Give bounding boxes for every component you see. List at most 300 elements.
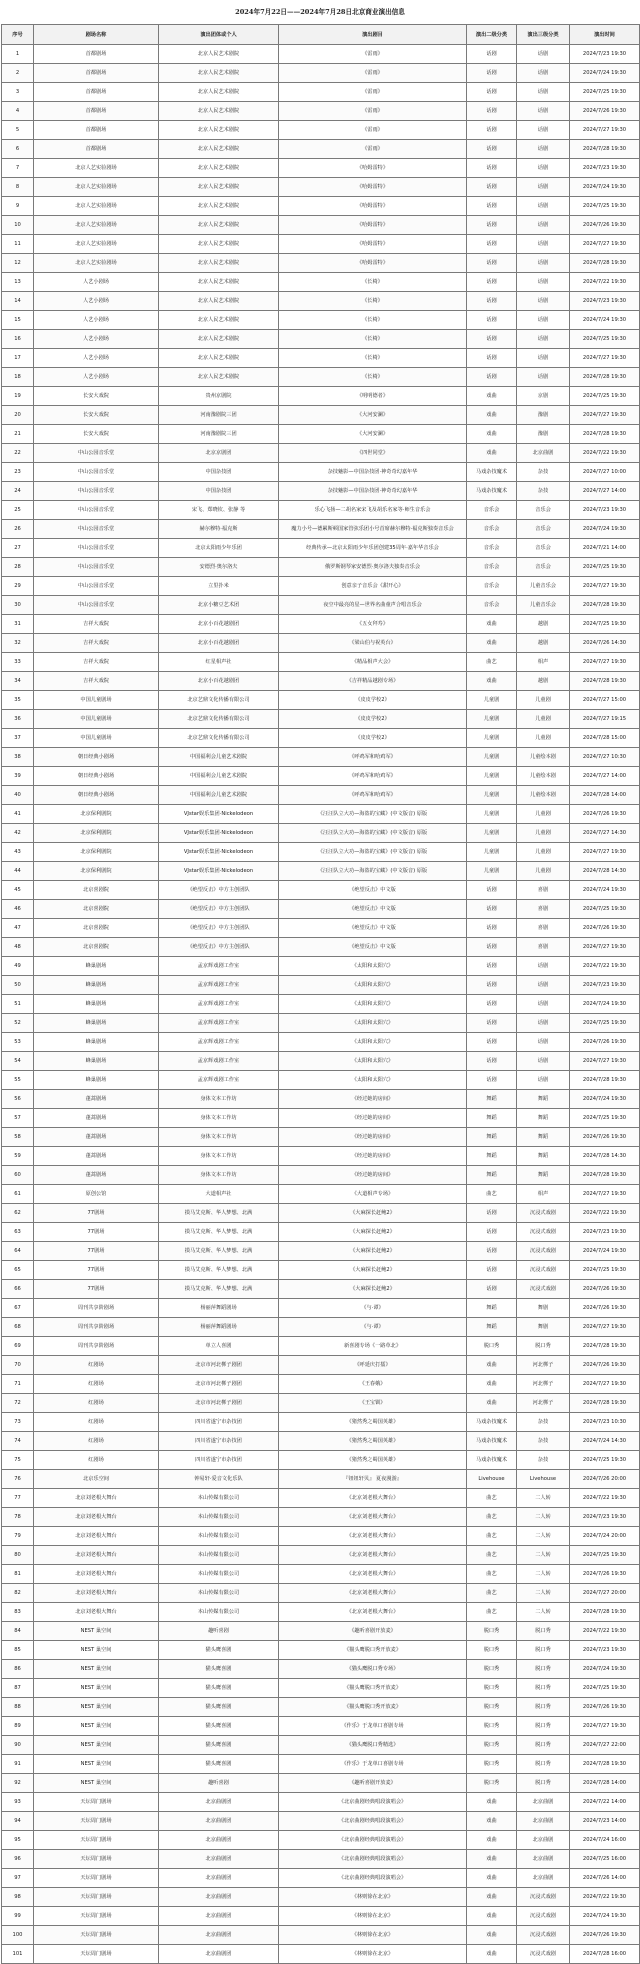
cell-category-2: 话剧 (467, 121, 517, 140)
table-row (2, 501, 640, 520)
cell-category-3: 脱口秀 (517, 1660, 570, 1679)
cell-index: 101 (2, 1945, 34, 1964)
cell-category-2: 戏曲 (467, 1356, 517, 1375)
cell-category-3: 脱口秀 (517, 1679, 570, 1698)
cell-time: 2024/7/25 19:30 (570, 387, 640, 406)
cell-category-2: 戏曲 (467, 444, 517, 463)
cell-category-2: 马戏杂技魔术 (467, 482, 517, 501)
table-row (2, 444, 640, 463)
cell-venue: 中国儿童剧场 (34, 729, 159, 748)
cell-index: 23 (2, 463, 34, 482)
cell-category-2: 话剧 (467, 1033, 517, 1052)
cell-index: 73 (2, 1413, 34, 1432)
cell-time: 2024/7/25 19:30 (570, 197, 640, 216)
cell-index: 77 (2, 1489, 34, 1508)
cell-index: 99 (2, 1907, 34, 1926)
cell-category-2: 儿童剧 (467, 862, 517, 881)
cell-time: 2024/7/27 19:30 (570, 1717, 640, 1736)
cell-time: 2024/7/27 14:30 (570, 824, 640, 843)
cell-troupe: 北京人民艺术剧院 (159, 197, 279, 216)
cell-venue: 北京喜剧院 (34, 881, 159, 900)
cell-venue: 中山公园音乐堂 (34, 482, 159, 501)
cell-category-3: 话剧 (517, 1014, 570, 1033)
cell-time: 2024/7/24 16:00 (570, 1831, 640, 1850)
cell-category-2: 曲艺 (467, 1565, 517, 1584)
cell-time: 2024/7/26 19:30 (570, 1926, 640, 1945)
cell-venue: 蜂巢剧场 (34, 957, 159, 976)
cell-program: 《哈姆雷特》 (279, 235, 467, 254)
cell-troupe: 北京人民艺术剧院 (159, 216, 279, 235)
cell-index: 15 (2, 311, 34, 330)
cell-index: 59 (2, 1147, 34, 1166)
cell-troupe: 北京艺鼎文化传播有限公司 (159, 691, 279, 710)
cell-index: 29 (2, 577, 34, 596)
cell-troupe: 猫头鹰喜剧 (159, 1717, 279, 1736)
cell-program: 《太阳和太阳穴》 (279, 995, 467, 1014)
cell-venue: 红剧场 (34, 1356, 159, 1375)
cell-index: 16 (2, 330, 34, 349)
cell-troupe: 宋飞、郑晓钦、张静 等 (159, 501, 279, 520)
cell-troupe: 孟京辉戏剧工作室 (159, 1052, 279, 1071)
cell-venue: 北京保利剧院 (34, 805, 159, 824)
cell-troupe: 北京人民艺术剧院 (159, 349, 279, 368)
table-row (2, 1679, 640, 1698)
cell-category-2: 马戏杂技魔术 (467, 1451, 517, 1470)
cell-program: 《大麻探长赶鲍2》 (279, 1223, 467, 1242)
table-row (2, 805, 640, 824)
cell-venue: 北京人艺实验剧场 (34, 197, 159, 216)
cell-time: 2024/7/27 19:30 (570, 406, 640, 425)
table-row (2, 1527, 640, 1546)
table-row (2, 102, 640, 121)
cell-category-3: 北京曲剧 (517, 1869, 570, 1888)
table-row (2, 1907, 640, 1926)
table-row (2, 1565, 640, 1584)
table-row (2, 1850, 640, 1869)
cell-program: 杂技魅影—中国杂技团·神奇奇幻嘉年华 (279, 482, 467, 501)
table-row (2, 1185, 640, 1204)
table-row (2, 1337, 640, 1356)
cell-time: 2024/7/28 14:30 (570, 862, 640, 881)
cell-time: 2024/7/28 19:30 (570, 1071, 640, 1090)
cell-program: 《北京刘老根大舞台》 (279, 1603, 467, 1622)
table-row (2, 1812, 640, 1831)
cell-category-2: 舞蹈 (467, 1090, 517, 1109)
cell-venue: 人艺小剧场 (34, 368, 159, 387)
cell-venue: 朝日经典小剧场 (34, 786, 159, 805)
table-row (2, 1033, 640, 1052)
cell-time: 2024/7/23 19:30 (570, 45, 640, 64)
cell-troupe: 四川省遂宁市杂技团 (159, 1451, 279, 1470)
cell-venue: 首都剧场 (34, 140, 159, 159)
cell-troupe: 北京人民艺术剧院 (159, 159, 279, 178)
cell-program: 《北京曲剧经典唱段演唱会》 (279, 1850, 467, 1869)
cell-time: 2024/7/23 19:30 (570, 501, 640, 520)
cell-time: 2024/7/26 19:30 (570, 1565, 640, 1584)
cell-troupe: 北京市河北梆子剧团 (159, 1394, 279, 1413)
cell-program: 《长椅》 (279, 273, 467, 292)
cell-time: 2024/7/27 19:30 (570, 1052, 640, 1071)
cell-troupe: 北京小百花越剧团 (159, 634, 279, 653)
cell-program: 《经过她的房间》 (279, 1128, 467, 1147)
cell-program: 《与·谭》 (279, 1318, 467, 1337)
cell-program: 《绝望反击》中文版 (279, 881, 467, 900)
cell-venue: 77剧场 (34, 1261, 159, 1280)
cell-category-2: 话剧 (467, 1071, 517, 1090)
cell-index: 48 (2, 938, 34, 957)
cell-time: 2024/7/21 14:00 (570, 539, 640, 558)
table-row (2, 1166, 640, 1185)
cell-category-2: 话剧 (467, 45, 517, 64)
cell-index: 96 (2, 1850, 34, 1869)
cell-category-3: 沉浸式戏剧 (517, 1945, 570, 1964)
cell-index: 27 (2, 539, 34, 558)
cell-time: 2024/7/22 19:30 (570, 957, 640, 976)
cell-category-3: 杂技 (517, 463, 570, 482)
cell-index: 82 (2, 1584, 34, 1603)
cell-index: 57 (2, 1109, 34, 1128)
cell-category-3: 脱口秀 (517, 1774, 570, 1793)
cell-venue: 首都剧场 (34, 121, 159, 140)
cell-index: 28 (2, 558, 34, 577)
cell-time: 2024/7/27 19:30 (570, 843, 640, 862)
cell-troupe: 孟京辉戏剧工作室 (159, 976, 279, 995)
cell-category-3: 杂技 (517, 482, 570, 501)
cell-venue: 朝日经典小剧场 (34, 767, 159, 786)
table-row (2, 976, 640, 995)
cell-program: 《北京曲剧经典唱段演唱会》 (279, 1793, 467, 1812)
cell-program: 《大麻探长赶鲍2》 (279, 1204, 467, 1223)
table-row (2, 1394, 640, 1413)
cell-troupe: 北京艺鼎文化传播有限公司 (159, 729, 279, 748)
cell-program: 《王宝钏》 (279, 1394, 467, 1413)
cell-venue: 北京人艺实验剧场 (34, 235, 159, 254)
cell-category-3: Livehouse (517, 1470, 570, 1489)
cell-index: 60 (2, 1166, 34, 1185)
cell-category-3: 舞蹈 (517, 1166, 570, 1185)
cell-time: 2024/7/28 16:00 (570, 1945, 640, 1964)
cell-category-3: 话剧 (517, 957, 570, 976)
table-row (2, 1204, 640, 1223)
cell-time: 2024/7/24 19:30 (570, 64, 640, 83)
cell-program: 《雷雨》 (279, 45, 467, 64)
cell-time: 2024/7/22 19:30 (570, 1489, 640, 1508)
cell-time: 2024/7/27 10:00 (570, 463, 640, 482)
cell-category-2: 曲艺 (467, 653, 517, 672)
cell-troupe: 猫头鹰喜剧 (159, 1660, 279, 1679)
cell-index: 87 (2, 1679, 34, 1698)
cell-venue: 天坛周门剧场 (34, 1850, 159, 1869)
cell-venue: 红剧场 (34, 1432, 159, 1451)
cell-program: 《猪然秀之蜀国英雄》 (279, 1432, 467, 1451)
cell-troupe: 孟京辉戏剧工作室 (159, 1014, 279, 1033)
cell-program: 《太阳和太阳穴》 (279, 1071, 467, 1090)
cell-troupe: 趣听喜剧 (159, 1622, 279, 1641)
cell-index: 61 (2, 1185, 34, 1204)
cell-category-3: 儿童剧 (517, 862, 570, 881)
cell-troupe: 猫头鹰喜剧 (159, 1755, 279, 1774)
cell-index: 18 (2, 368, 34, 387)
cell-time: 2024/7/28 19:30 (570, 140, 640, 159)
cell-category-2: 音乐会 (467, 520, 517, 539)
cell-troupe: 身体文本工作坊 (159, 1166, 279, 1185)
cell-index: 45 (2, 881, 34, 900)
cell-program: 《哈姆雷特》 (279, 254, 467, 273)
table-row (2, 1318, 640, 1337)
cell-troupe: 北京曲剧团 (159, 1907, 279, 1926)
cell-category-3: 沉浸式戏剧 (517, 1888, 570, 1907)
cell-category-2: 戏曲 (467, 406, 517, 425)
cell-category-3: 话剧 (517, 330, 570, 349)
cell-category-3: 越剧 (517, 615, 570, 634)
cell-category-2: 儿童剧 (467, 729, 517, 748)
cell-troupe: 本山传媒有限公司 (159, 1527, 279, 1546)
cell-troupe: 猫头鹰喜剧 (159, 1641, 279, 1660)
table-row (2, 710, 640, 729)
table-row (2, 1774, 640, 1793)
cell-troupe: 身体文本工作坊 (159, 1109, 279, 1128)
cell-troupe: 北京曲剧团 (159, 1850, 279, 1869)
cell-index: 84 (2, 1622, 34, 1641)
table-row (2, 862, 640, 881)
cell-index: 31 (2, 615, 34, 634)
cell-venue: 首都剧场 (34, 102, 159, 121)
header-time: 演出时间 (570, 25, 640, 45)
table-row (2, 520, 640, 539)
cell-program: 《四世同堂》 (279, 444, 467, 463)
cell-index: 47 (2, 919, 34, 938)
table-row (2, 767, 640, 786)
cell-troupe: 四川省遂宁市杂技团 (159, 1432, 279, 1451)
table-row (2, 368, 640, 387)
cell-category-2: Livehouse (467, 1470, 517, 1489)
cell-program: 《北京刘老根大舞台》 (279, 1508, 467, 1527)
cell-time: 2024/7/28 15:00 (570, 729, 640, 748)
cell-category-3: 沉浸式戏剧 (517, 1242, 570, 1261)
cell-category-3: 沉浸式戏剧 (517, 1926, 570, 1945)
cell-category-3: 京剧 (517, 387, 570, 406)
cell-category-3: 脱口秀 (517, 1337, 570, 1356)
cell-index: 36 (2, 710, 34, 729)
cell-venue: 北京人艺实验剧场 (34, 216, 159, 235)
cell-venue: NEST 巢空间 (34, 1641, 159, 1660)
cell-category-2: 脱口秀 (467, 1698, 517, 1717)
cell-index: 51 (2, 995, 34, 1014)
cell-troupe: 杨丽萍舞蹈剧场 (159, 1299, 279, 1318)
cell-category-3: 话剧 (517, 45, 570, 64)
cell-troupe: 中国杂技团 (159, 463, 279, 482)
cell-venue: 长安大戏院 (34, 406, 159, 425)
cell-category-2: 儿童剧 (467, 767, 517, 786)
table-row (2, 1717, 640, 1736)
cell-program: 《林则徐在北京》 (279, 1926, 467, 1945)
cell-troupe: VJstar娱乐集团·Nickelodeon (159, 805, 279, 824)
cell-program: 《雷雨》 (279, 83, 467, 102)
cell-index: 39 (2, 767, 34, 786)
cell-time: 2024/7/28 19:30 (570, 1603, 640, 1622)
cell-index: 91 (2, 1755, 34, 1774)
cell-index: 88 (2, 1698, 34, 1717)
cell-troupe: 单立人喜剧 (159, 1337, 279, 1356)
cell-program: 《经过她的房间》 (279, 1109, 467, 1128)
table-row (2, 1831, 640, 1850)
cell-index: 64 (2, 1242, 34, 1261)
cell-category-2: 话剧 (467, 1261, 517, 1280)
cell-program: 乐心飞扬—二胡名家宋飞及胡乐名家等·师生音乐会 (279, 501, 467, 520)
cell-category-3: 杂技 (517, 1432, 570, 1451)
cell-category-3: 脱口秀 (517, 1622, 570, 1641)
cell-category-2: 戏曲 (467, 1394, 517, 1413)
cell-category-3: 喜剧 (517, 938, 570, 957)
cell-troupe: 《绝望反击》中方主创团队 (159, 919, 279, 938)
table-row (2, 1090, 640, 1109)
cell-index: 70 (2, 1356, 34, 1375)
cell-category-2: 话剧 (467, 197, 517, 216)
cell-category-3: 音乐会 (517, 501, 570, 520)
table-row (2, 1945, 640, 1964)
cell-troupe: 北京人民艺术剧院 (159, 178, 279, 197)
table-row (2, 349, 640, 368)
cell-program: 『钮钮轩贝』 夏夜漫游』 (279, 1470, 467, 1489)
cell-category-2: 戏曲 (467, 634, 517, 653)
cell-program: 《北京刘老根大舞台》 (279, 1584, 467, 1603)
cell-time: 2024/7/26 14:00 (570, 1869, 640, 1888)
cell-program: 《皮皮学校2》 (279, 729, 467, 748)
cell-venue: 蓬蒿剧场 (34, 1147, 159, 1166)
cell-index: 100 (2, 1926, 34, 1945)
cell-venue: NEST 巢空间 (34, 1679, 159, 1698)
cell-program: 《大河安澜》 (279, 425, 467, 444)
cell-category-3: 脱口秀 (517, 1641, 570, 1660)
cell-category-2: 戏曲 (467, 1888, 517, 1907)
performance-table (1, 24, 640, 1964)
cell-category-3: 杂技 (517, 1451, 570, 1470)
cell-index: 3 (2, 83, 34, 102)
cell-category-2: 话剧 (467, 1052, 517, 1071)
cell-category-2: 儿童剧 (467, 786, 517, 805)
cell-category-2: 脱口秀 (467, 1660, 517, 1679)
cell-troupe: 北京人民艺术剧院 (159, 292, 279, 311)
cell-category-2: 话剧 (467, 995, 517, 1014)
cell-program: 《吉祥精品越剧专场》 (279, 672, 467, 691)
cell-time: 2024/7/25 19:30 (570, 558, 640, 577)
cell-category-2: 戏曲 (467, 387, 517, 406)
cell-time: 2024/7/24 19:30 (570, 178, 640, 197)
cell-time: 2024/7/27 20:00 (570, 1584, 640, 1603)
cell-venue: 北京刘老根大舞台 (34, 1527, 159, 1546)
cell-time: 2024/7/24 19:30 (570, 311, 640, 330)
cell-troupe: 杨丽萍舞蹈剧场 (159, 1318, 279, 1337)
cell-index: 66 (2, 1280, 34, 1299)
cell-category-2: 话剧 (467, 330, 517, 349)
cell-category-3: 儿童绘本剧 (517, 786, 570, 805)
cell-time: 2024/7/28 19:30 (570, 1337, 640, 1356)
cell-category-3: 脱口秀 (517, 1717, 570, 1736)
cell-venue: 中山公园音乐堂 (34, 577, 159, 596)
cell-index: 44 (2, 862, 34, 881)
cell-program: 《哈姆雷特》 (279, 159, 467, 178)
cell-venue: 蜂巢剧场 (34, 1071, 159, 1090)
cell-category-2: 戏曲 (467, 1793, 517, 1812)
table-row (2, 1622, 640, 1641)
cell-program: 《五女拜寿》 (279, 615, 467, 634)
cell-venue: 天坛周门剧场 (34, 1945, 159, 1964)
cell-program: 夜空中最亮的星—世界名曲童声合唱音乐会 (279, 596, 467, 615)
cell-index: 46 (2, 900, 34, 919)
cell-troupe: 立里扑米 (159, 577, 279, 596)
cell-category-3: 话剧 (517, 976, 570, 995)
cell-venue: 吉祥大戏院 (34, 615, 159, 634)
table-row (2, 178, 640, 197)
cell-category-2: 戏曲 (467, 1850, 517, 1869)
table-row (2, 1546, 640, 1565)
cell-program: 《作乐》于龙单口喜剧专场 (279, 1717, 467, 1736)
cell-troupe: 四川省遂宁市杂技团 (159, 1413, 279, 1432)
cell-troupe: 孟京辉戏剧工作室 (159, 1071, 279, 1090)
cell-category-3: 儿童音乐会 (517, 577, 570, 596)
cell-venue: NEST 巢空间 (34, 1698, 159, 1717)
table-row (2, 843, 640, 862)
cell-category-2: 儿童剧 (467, 805, 517, 824)
cell-time: 2024/7/23 19:30 (570, 976, 640, 995)
cell-program: 《猪然秀之蜀国英雄》 (279, 1451, 467, 1470)
cell-program: 创意亲子音乐会《甜开心》 (279, 577, 467, 596)
cell-index: 42 (2, 824, 34, 843)
cell-troupe: 摸马艾克斯、华人梦想、北满 (159, 1204, 279, 1223)
cell-category-2: 脱口秀 (467, 1717, 517, 1736)
cell-index: 49 (2, 957, 34, 976)
table-row (2, 159, 640, 178)
cell-category-3: 二人转 (517, 1527, 570, 1546)
cell-category-2: 脱口秀 (467, 1641, 517, 1660)
cell-index: 1 (2, 45, 34, 64)
cell-index: 38 (2, 748, 34, 767)
cell-category-3: 豫剧 (517, 425, 570, 444)
table-row (2, 1736, 640, 1755)
cell-index: 26 (2, 520, 34, 539)
cell-category-2: 戏曲 (467, 1945, 517, 1964)
cell-program: 《林则徐在北京》 (279, 1888, 467, 1907)
cell-index: 83 (2, 1603, 34, 1622)
cell-troupe: 北京人民艺术剧院 (159, 140, 279, 159)
table-row (2, 691, 640, 710)
cell-program: 《林则徐在北京》 (279, 1945, 467, 1964)
cell-time: 2024/7/28 19:30 (570, 1394, 640, 1413)
cell-troupe: 北京曲剧团 (159, 1869, 279, 1888)
cell-category-2: 话剧 (467, 311, 517, 330)
table-row (2, 64, 640, 83)
cell-troupe: VJstar娱乐集团·Nickelodeon (159, 843, 279, 862)
cell-troupe: 猫头鹰喜剧 (159, 1698, 279, 1717)
cell-troupe: 孟京辉戏剧工作室 (159, 995, 279, 1014)
cell-venue: 首都剧场 (34, 45, 159, 64)
cell-category-3: 舞剧 (517, 1299, 570, 1318)
cell-category-3: 越剧 (517, 634, 570, 653)
cell-troupe: 北京人民艺术剧院 (159, 45, 279, 64)
table-row (2, 1489, 640, 1508)
table-row (2, 1793, 640, 1812)
cell-venue: 长安大戏院 (34, 387, 159, 406)
cell-category-2: 儿童剧 (467, 748, 517, 767)
cell-index: 98 (2, 1888, 34, 1907)
cell-venue: 天坛周门剧场 (34, 1888, 159, 1907)
cell-venue: 北京刘老根大舞台 (34, 1489, 159, 1508)
cell-time: 2024/7/23 19:30 (570, 1508, 640, 1527)
cell-category-3: 儿童绘本剧 (517, 767, 570, 786)
cell-category-2: 话剧 (467, 235, 517, 254)
cell-index: 79 (2, 1527, 34, 1546)
table-row (2, 254, 640, 273)
